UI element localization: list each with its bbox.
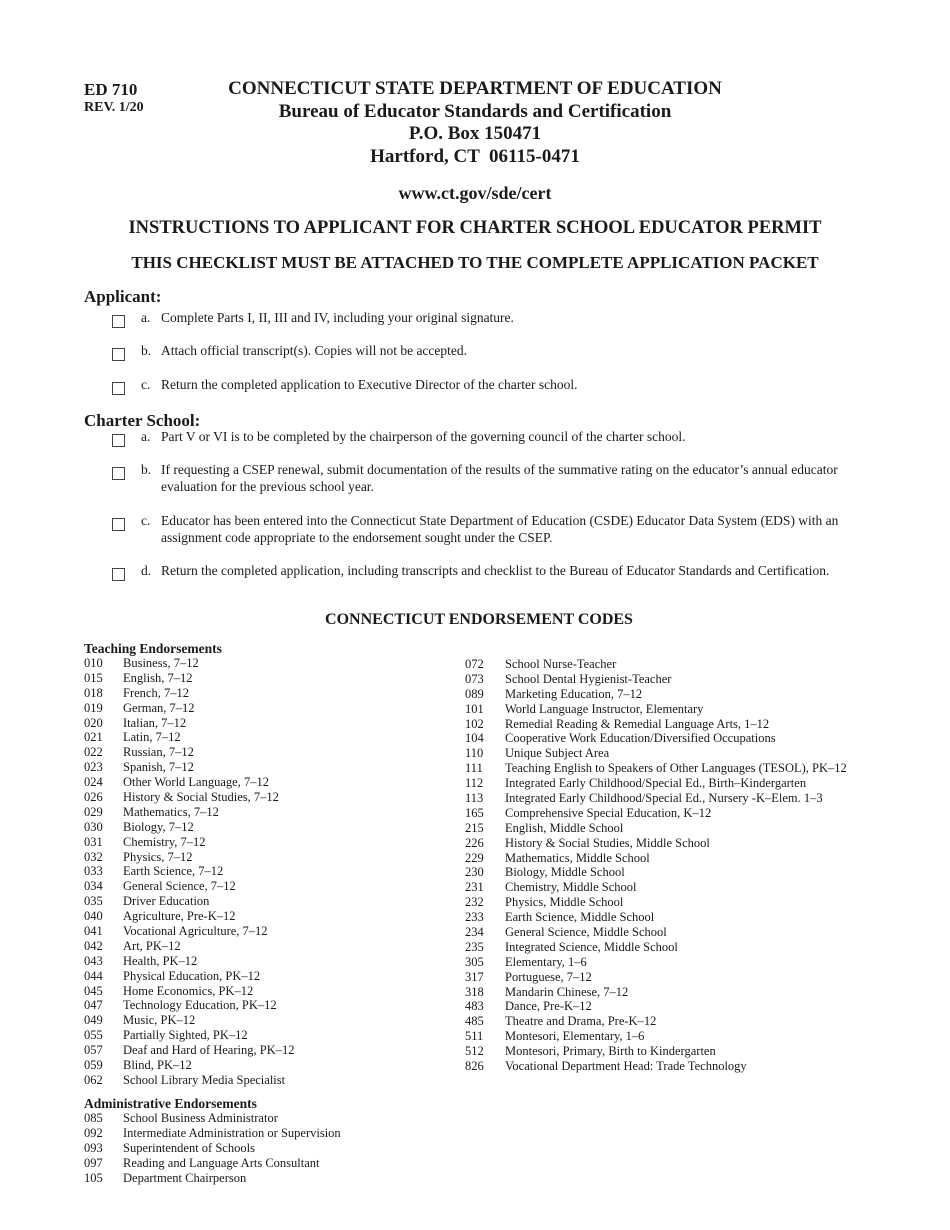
checkbox[interactable]: [112, 518, 125, 531]
endorsement-name: Integrated Early Childhood/Special Ed., Birth–Kindergarten: [505, 776, 807, 791]
endorsement-code: 043: [84, 953, 103, 968]
charter-item-d: [112, 563, 867, 581]
endorsement-code-row: [84, 954, 294, 969]
endorsement-name: Department Chairperson: [123, 1170, 247, 1185]
endorsement-name: German, 7–12: [123, 700, 195, 715]
endorsement-name: Remedial Reading & Remedial Language Arts, 1–12: [505, 716, 770, 731]
applicant-item-b: [112, 343, 867, 361]
endorsement-code: 022: [84, 745, 103, 760]
endorsement-name: Marketing Education, 7–12: [505, 686, 643, 701]
endorsement-name: Vocational Agriculture, 7–12: [123, 924, 268, 939]
item-text: Return the completed application to Executive Director of the charter school.: [161, 377, 578, 392]
endorsement-code-row: [465, 880, 847, 895]
endorsement-code: 234: [465, 925, 484, 940]
endorsement-name: Music, PK–12: [123, 1013, 196, 1028]
endorsement-code: 317: [465, 969, 484, 984]
endorsement-code: 057: [84, 1043, 103, 1058]
endorsement-code-row: [84, 1013, 294, 1028]
endorsement-name: Home Economics, PK–12: [123, 983, 254, 998]
endorsement-code-row: [465, 776, 847, 791]
endorsement-code: 229: [465, 850, 484, 865]
teaching-endorsements-heading: Teaching Endorsements: [84, 641, 222, 656]
endorsement-name: Integrated Science, Middle School: [505, 939, 678, 954]
endorsement-name: Intermediate Administration or Supervision: [123, 1125, 341, 1140]
endorsement-name: History & Social Studies, 7–12: [123, 790, 279, 805]
endorsement-code-row: [465, 836, 847, 851]
endorsement-name: Mandarin Chinese, 7–12: [505, 984, 629, 999]
endorsement-code: 485: [465, 1014, 484, 1029]
checkbox[interactable]: [112, 348, 125, 361]
endorsement-name: Dance, Pre-K–12: [505, 999, 592, 1014]
endorsement-code: 318: [465, 984, 484, 999]
endorsement-name: Vocational Department Head: Trade Technology: [505, 1059, 747, 1074]
endorsement-code: 026: [84, 790, 103, 805]
endorsement-code-row: [84, 1111, 341, 1126]
endorsement-name: Biology, 7–12: [123, 819, 194, 834]
item-text: If requesting a CSEP renewal, submit documentation of the results of the summative rating on the educator’s annual educator evaluation for the previous school year.: [161, 462, 838, 494]
endorsement-name: Earth Science, Middle School: [505, 910, 655, 925]
code-list: [84, 656, 294, 1088]
endorsement-code-row: [84, 998, 294, 1013]
endorsement-code: 511: [465, 1029, 484, 1044]
endorsement-code-row: [465, 761, 847, 776]
endorsement-name: School Dental Hygienist-Teacher: [505, 671, 672, 686]
endorsement-name: Superintendent of Schools: [123, 1140, 255, 1155]
endorsement-code-row: [84, 730, 294, 745]
endorsement-code: 226: [465, 835, 484, 850]
endorsement-code: 102: [465, 716, 484, 731]
endorsement-code-row: [465, 1044, 847, 1059]
endorsement-code: 055: [84, 1028, 103, 1043]
applicant-item-c: [112, 377, 867, 395]
charter-item-b: [112, 462, 867, 495]
endorsement-name: Health, PK–12: [123, 953, 198, 968]
endorsement-name: Portuguese, 7–12: [505, 969, 592, 984]
endorsement-code-row: [465, 865, 847, 880]
item-letter: c.: [141, 513, 151, 528]
endorsement-code: 024: [84, 775, 103, 790]
endorsement-name: Comprehensive Special Education, K–12: [505, 805, 712, 820]
applicant-item-a: [112, 310, 867, 328]
endorsement-code: 040: [84, 909, 103, 924]
endorsement-code-row: [465, 851, 847, 866]
endorsement-name: Russian, 7–12: [123, 745, 194, 760]
endorsement-code-row: [465, 657, 847, 672]
checkbox[interactable]: [112, 382, 125, 395]
page-title: INSTRUCTIONS TO APPLICANT FOR CHARTER SCHOOL EDUCATOR PERMIT: [128, 218, 822, 238]
administrative-endorsements: [84, 1096, 341, 1185]
endorsement-code-row: [465, 910, 847, 925]
endorsement-code-row: [84, 760, 294, 775]
letterhead: [0, 78, 950, 168]
endorsement-code-row: [84, 1141, 341, 1156]
endorsement-code: 110: [465, 746, 484, 761]
endorsement-code-row: [465, 1059, 847, 1074]
endorsement-name: Business, 7–12: [123, 656, 199, 670]
endorsement-code: 305: [465, 954, 484, 969]
endorsement-code: 042: [84, 938, 103, 953]
endorsement-code: 826: [465, 1059, 484, 1074]
endorsement-code: 033: [84, 864, 103, 879]
city-address: Hartford, CT 06115-0471: [370, 145, 580, 167]
endorsement-code: 165: [465, 805, 484, 820]
endorsement-code: 089: [465, 686, 484, 701]
endorsement-code-row: [84, 686, 294, 701]
endorsement-name: Biology, Middle School: [505, 865, 625, 880]
endorsement-name: Cooperative Work Education/Diversified Occupations: [505, 731, 776, 746]
endorsement-name: School Library Media Specialist: [123, 1072, 286, 1087]
endorsement-name: Technology Education, PK–12: [123, 998, 277, 1013]
bureau-name: Bureau of Educator Standards and Certification: [278, 100, 672, 122]
endorsement-code-row: [84, 939, 294, 954]
endorsement-code: 059: [84, 1058, 103, 1073]
website-link[interactable]: www.ct.gov/sde/cert: [398, 183, 552, 203]
endorsement-code-row: [84, 1058, 294, 1073]
item-letter: a.: [141, 310, 151, 325]
endorsement-code: 092: [84, 1125, 103, 1140]
endorsement-code: 032: [84, 849, 103, 864]
endorsement-name: World Language Instructor, Elementary: [505, 701, 704, 716]
charter-school-heading: Charter School:: [84, 411, 201, 430]
endorsement-name: School Nurse-Teacher: [505, 657, 617, 671]
endorsement-code-row: [465, 672, 847, 687]
endorsement-code-row: [84, 671, 294, 686]
endorsement-code-row: [84, 864, 294, 879]
code-list: [84, 1111, 341, 1185]
endorsement-name: Chemistry, 7–12: [123, 834, 206, 849]
endorsement-code-row: [84, 1156, 341, 1171]
charter-item-a: [112, 429, 867, 447]
endorsement-code: 232: [465, 895, 484, 910]
department-name: CONNECTICUT STATE DEPARTMENT OF EDUCATION: [228, 78, 722, 99]
endorsement-code-row: [465, 1029, 847, 1044]
endorsement-codes-heading: CONNECTICUT ENDORSEMENT CODES: [325, 611, 633, 628]
endorsement-name: Other World Language, 7–12: [123, 775, 269, 790]
item-text: Educator has been entered into the Connecticut State Department of Education (CSDE) Educator Data System (EDS) with an assignment code appropriate to the endorsement sought under the CSEP.: [161, 513, 839, 545]
endorsement-code: 101: [465, 701, 484, 716]
endorsement-code-row: [465, 925, 847, 940]
endorsement-code: 231: [465, 880, 484, 895]
endorsement-code-row: [84, 775, 294, 790]
endorsement-name: Art, PK–12: [123, 938, 181, 953]
endorsement-code: 105: [84, 1170, 103, 1185]
endorsement-name: English, 7–12: [123, 670, 193, 685]
endorsement-name: English, Middle School: [505, 820, 624, 835]
item-letter: c.: [141, 377, 151, 392]
endorsement-code: 104: [465, 731, 484, 746]
page-subtitle: THIS CHECKLIST MUST BE ATTACHED TO THE COMPLETE APPLICATION PACKET: [131, 253, 819, 272]
item-text: Part V or VI is to be completed by the chairperson of the governing council of the charter school.: [161, 429, 686, 444]
endorsement-code-row: [465, 687, 847, 702]
endorsement-code-row: [465, 940, 847, 955]
item-letter: b.: [141, 343, 152, 358]
endorsement-code: 230: [465, 865, 484, 880]
endorsement-code: 030: [84, 819, 103, 834]
endorsement-name: Teaching English to Speakers of Other Languages (TESOL), PK–12: [505, 761, 847, 776]
endorsement-code: 512: [465, 1044, 484, 1059]
item-text: Attach official transcript(s). Copies will not be accepted.: [161, 343, 468, 358]
endorsement-code-row: [465, 791, 847, 806]
applicant-heading: Applicant:: [84, 287, 162, 306]
checkbox[interactable]: [112, 467, 125, 480]
endorsement-code-row: [465, 985, 847, 1000]
endorsement-code-row: [465, 999, 847, 1014]
endorsement-code: 021: [84, 730, 103, 745]
charter-item-c: [112, 513, 867, 546]
endorsement-code: 019: [84, 700, 103, 715]
endorsement-code: 018: [84, 685, 103, 700]
endorsement-code-row: [84, 879, 294, 894]
endorsement-name: Agriculture, Pre-K–12: [123, 909, 236, 924]
endorsement-code-row: [84, 984, 294, 999]
endorsement-name: History & Social Studies, Middle School: [505, 835, 710, 850]
endorsement-code-row: [84, 805, 294, 820]
endorsement-code: 035: [84, 894, 103, 909]
endorsement-code: 215: [465, 820, 484, 835]
endorsement-code: 073: [465, 671, 484, 686]
endorsement-name: Driver Education: [123, 894, 210, 909]
checkbox[interactable]: [112, 315, 125, 328]
endorsement-code-row: [465, 821, 847, 836]
endorsement-code-row: [84, 656, 294, 671]
endorsement-name: Partially Sighted, PK–12: [123, 1028, 248, 1043]
teaching-endorsements-left: [84, 641, 294, 1088]
endorsement-name: Spanish, 7–12: [123, 760, 194, 775]
endorsement-code: 010: [84, 656, 103, 670]
endorsement-name: Theatre and Drama, Pre-K–12: [505, 1014, 657, 1029]
endorsement-name: Reading and Language Arts Consultant: [123, 1155, 320, 1170]
checkbox[interactable]: [112, 568, 125, 581]
endorsement-code-row: [84, 1171, 341, 1186]
endorsement-name: Integrated Early Childhood/Special Ed., Nursery -K–Elem. 1–3: [505, 791, 823, 806]
endorsement-code: 015: [84, 670, 103, 685]
administrative-endorsements-heading: Administrative Endorsements: [84, 1096, 257, 1111]
form-code: ED 710: [84, 80, 138, 99]
endorsement-code: 031: [84, 834, 103, 849]
endorsement-code-row: [465, 731, 847, 746]
endorsement-name: Chemistry, Middle School: [505, 880, 637, 895]
endorsement-name: Italian, 7–12: [123, 715, 187, 730]
checkbox[interactable]: [112, 434, 125, 447]
endorsement-code-row: [465, 1014, 847, 1029]
endorsement-name: Mathematics, 7–12: [123, 804, 219, 819]
endorsement-name: Mathematics, Middle School: [505, 850, 650, 865]
endorsement-code-row: [84, 1028, 294, 1043]
endorsement-code: 062: [84, 1072, 103, 1087]
endorsement-code-row: [84, 909, 294, 924]
endorsement-code-row: [465, 955, 847, 970]
endorsement-code-row: [84, 701, 294, 716]
po-box: P.O. Box 150471: [408, 123, 542, 144]
endorsement-name: Physical Education, PK–12: [123, 968, 261, 983]
code-list: [465, 657, 847, 1074]
endorsement-name: Latin, 7–12: [123, 730, 181, 745]
endorsement-code-row: [84, 1073, 294, 1088]
form-revision: REV. 1/20: [84, 100, 144, 116]
endorsement-code: 097: [84, 1155, 103, 1170]
endorsement-code-row: [84, 1126, 341, 1141]
endorsement-code-row: [465, 806, 847, 821]
endorsement-code-row: [84, 835, 294, 850]
item-letter: a.: [141, 429, 151, 444]
endorsement-code: 113: [465, 791, 484, 806]
endorsement-code: 072: [465, 657, 484, 671]
endorsement-name: Physics, Middle School: [505, 895, 624, 910]
endorsement-name: Montesori, Elementary, 1–6: [505, 1029, 645, 1044]
item-text: Complete Parts I, II, III and IV, including your original signature.: [161, 310, 514, 325]
endorsement-code: 483: [465, 999, 484, 1014]
endorsement-code-row: [84, 850, 294, 865]
endorsement-name: Earth Science, 7–12: [123, 864, 224, 879]
endorsement-code: 034: [84, 879, 103, 894]
endorsement-code-row: [84, 969, 294, 984]
teaching-endorsements-right: [465, 657, 847, 1074]
endorsement-name: Physics, 7–12: [123, 849, 193, 864]
endorsement-code: 233: [465, 910, 484, 925]
endorsement-code-row: [84, 820, 294, 835]
endorsement-code: 047: [84, 998, 103, 1013]
endorsement-name: Montesori, Primary, Birth to Kindergarten: [505, 1044, 716, 1059]
endorsement-code-row: [465, 895, 847, 910]
endorsement-name: Unique Subject Area: [505, 746, 610, 761]
endorsement-code-row: [84, 716, 294, 731]
endorsement-code: 085: [84, 1111, 103, 1125]
endorsement-code: 112: [465, 776, 484, 791]
endorsement-code: 049: [84, 1013, 103, 1028]
endorsement-name: Deaf and Hard of Hearing, PK–12: [123, 1043, 295, 1058]
endorsement-name: Elementary, 1–6: [505, 954, 587, 969]
endorsement-code: 029: [84, 804, 103, 819]
endorsement-code: 111: [465, 761, 483, 776]
item-letter: b.: [141, 462, 152, 477]
endorsement-name: Blind, PK–12: [123, 1058, 192, 1073]
endorsement-code-row: [465, 746, 847, 761]
endorsement-code-row: [84, 745, 294, 760]
endorsement-name: French, 7–12: [123, 685, 189, 700]
endorsement-code-row: [84, 1043, 294, 1058]
endorsement-name: General Science, 7–12: [123, 879, 236, 894]
endorsement-name: General Science, Middle School: [505, 925, 667, 940]
endorsement-code-row: [84, 790, 294, 805]
endorsement-code: 020: [84, 715, 103, 730]
endorsement-code-row: [465, 970, 847, 985]
endorsement-code-row: [84, 894, 294, 909]
endorsement-code: 041: [84, 924, 103, 939]
endorsement-code: 093: [84, 1140, 103, 1155]
endorsement-code: 235: [465, 939, 484, 954]
endorsement-code-row: [465, 717, 847, 732]
endorsement-code: 045: [84, 983, 103, 998]
endorsement-name: School Business Administrator: [123, 1111, 278, 1125]
item-text: Return the completed application, including transcripts and checklist to the Bureau of Educator Standards and Certification.: [161, 563, 830, 578]
endorsement-code-row: [465, 702, 847, 717]
item-letter: d.: [141, 563, 152, 578]
endorsement-code-row: [84, 924, 294, 939]
endorsement-code: 044: [84, 968, 103, 983]
endorsement-code: 023: [84, 760, 103, 775]
